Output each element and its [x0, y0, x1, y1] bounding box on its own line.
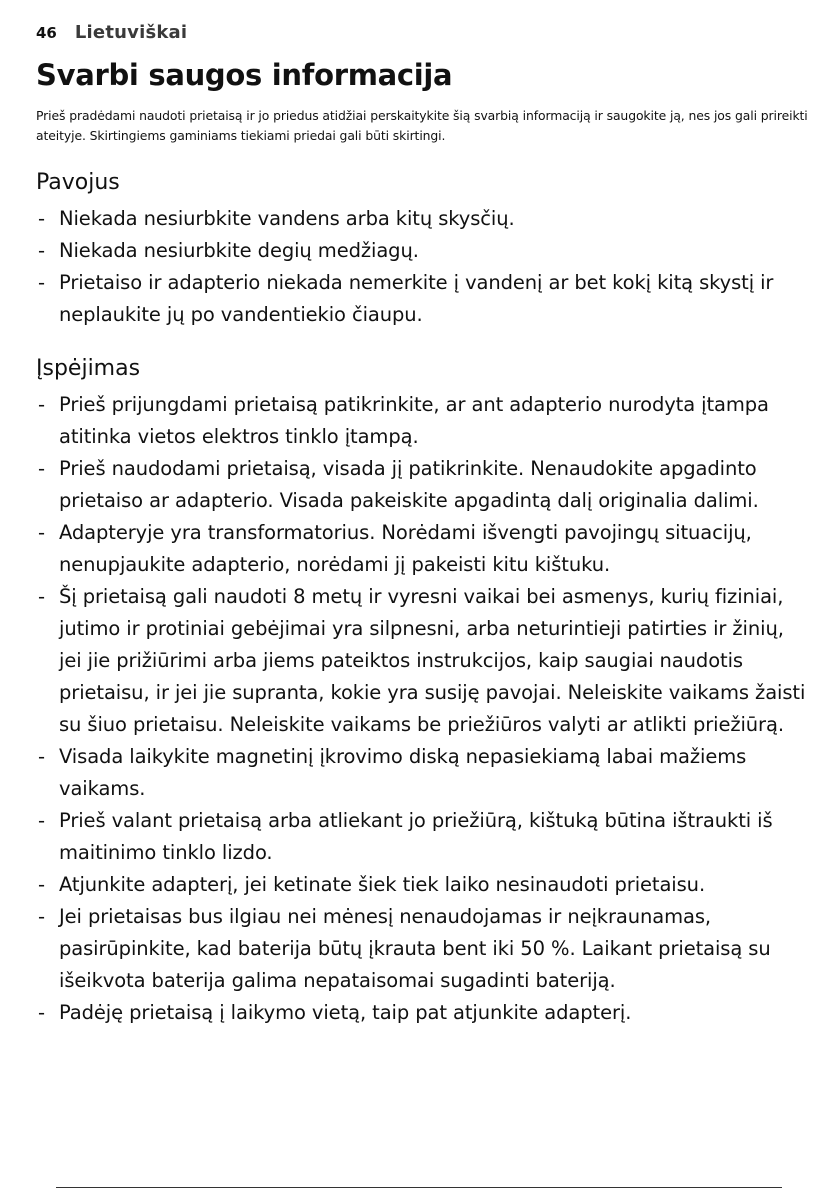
list-item: - Atjunkite adapterį, jei ketinate šiek tiek laiko nesinaudoti prietaisu.: [36, 869, 811, 901]
warning-list: [36, 389, 811, 1029]
list-item: - Niekada nesiurbkite vandens arba kitų skysčių.: [36, 203, 811, 235]
footer-divider: [56, 1187, 782, 1188]
danger-heading: Pavojus: [36, 170, 120, 195]
list-item: - Prieš valant prietaisą arba atliekant jo priežiūrą, kištuką būtina ištraukti iš maitinimo tinklo lizdo.: [36, 805, 811, 869]
intro-paragraph: Prieš pradėdami naudoti prietaisą ir jo priedus atidžiai perskaitykite šią svarbią informaciją ir saugokite ją, nes jos gali prireikti ateityje. Skirtingiems gaminiams tiekiami priedai gali būti skirtingi.: [36, 108, 808, 143]
list-item: - Prieš prijungdami prietaisą patikrinkite, ar ant adapterio nurodyta įtampa atitinka vietos elektros tinklo įtampą.: [36, 389, 811, 453]
danger-list: [36, 203, 811, 331]
page-language: Lietuviškai: [74, 22, 188, 43]
list-item: - Šį prietaisą gali naudoti 8 metų ir vyresni vaikai bei asmenys, kurių fiziniai, jutimo ir protiniai gebėjimai yra silpnesni, arba neturintieji patirties ir žinių, jei jie prižiūrimi arba jiems pateiktos instrukcijos, kaip saugiai naudotis prietaisu, ir jei jie supranta, kokie yra susiję pavojai. Neleiskite vaikams žaisti su šiuo prietaisu. Neleiskite vaikams be priežiūros valyti ar atlikti priežiūrą.: [36, 581, 811, 741]
warning-heading: Įspėjimas: [36, 356, 141, 381]
list-item: - Visada laikykite magnetinį įkrovimo diską nepasiekiamą labai mažiems vaikams.: [36, 741, 811, 805]
list-item: - Jei prietaisas bus ilgiau nei mėnesį nenaudojamas ir neįkraunamas, pasirūpinkite, kad baterija būtų įkrauta bent iki 50 %. Laikant prietaisą su išeikvota baterija galima nepataisomai sugadinti bateriją.: [36, 901, 811, 997]
list-item: - Prietaiso ir adapterio niekada nemerkite į vandenį ar bet kokį kitą skystį ir neplaukite jų po vandentiekio čiaupu.: [36, 267, 811, 331]
list-item: - Padėję prietaisą į laikymo vietą, taip pat atjunkite adapterį.: [36, 997, 811, 1029]
list-item: - Niekada nesiurbkite degių medžiagų.: [36, 235, 811, 267]
page-header: [36, 22, 187, 43]
list-item: - Prieš naudodami prietaisą, visada jį patikrinkite. Nenaudokite apgadinto prietaiso ar adapterio. Visada pakeiskite apgadintą dalį originalia dalimi.: [36, 453, 811, 517]
list-item: - Adapteryje yra transformatorius. Norėdami išvengti pavojingų situacijų, nenupjaukite adapterio, norėdami jį pakeisti kitu kištuku.: [36, 517, 811, 581]
page-number: 46: [36, 24, 57, 42]
page-title: Svarbi saugos informacija: [36, 58, 453, 92]
